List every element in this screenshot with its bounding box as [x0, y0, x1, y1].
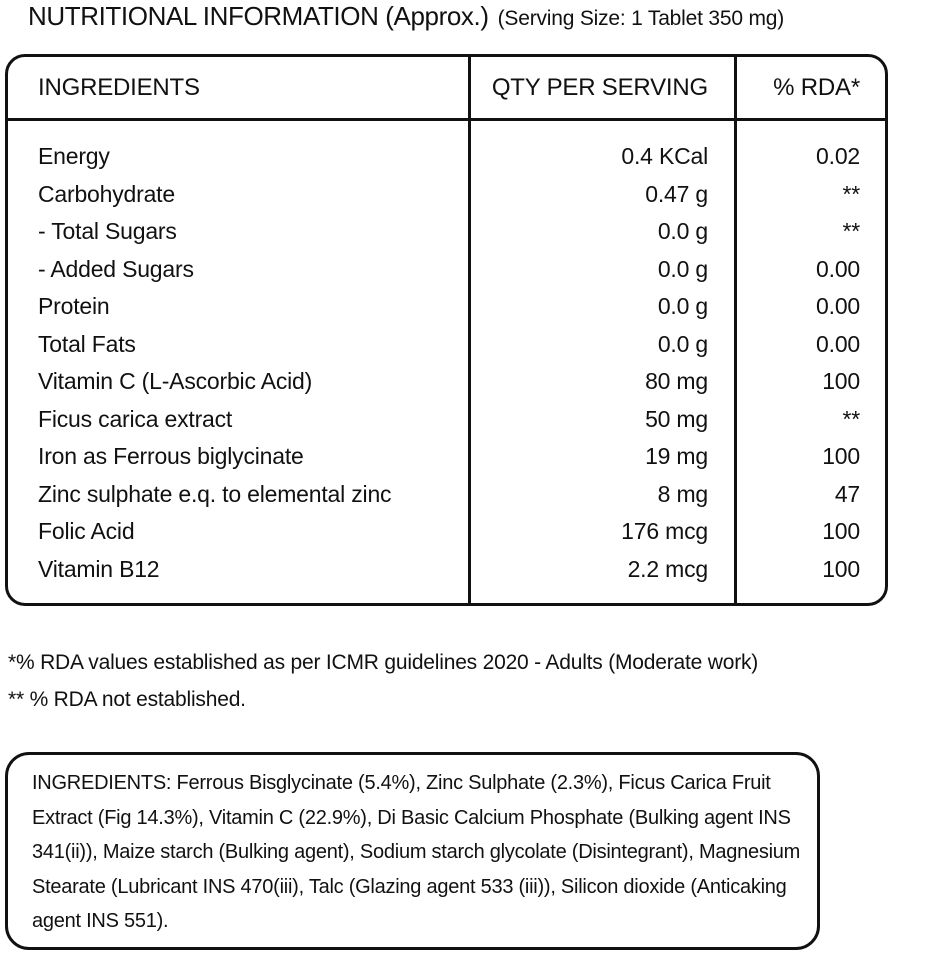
table-body — [8, 118, 885, 588]
table-row — [8, 551, 885, 589]
col-header-rda: % RDA* — [773, 73, 860, 101]
table-row — [8, 213, 885, 251]
qty-value: 0.0 g — [657, 255, 708, 282]
header-separator — [8, 118, 885, 121]
table-row — [8, 138, 885, 176]
ingredient-name: - Total Sugars — [38, 218, 177, 245]
column-divider — [468, 57, 471, 603]
table-row — [8, 401, 885, 439]
rda-value: ** — [842, 405, 860, 432]
ingredient-name: Carbohydrate — [38, 180, 175, 207]
nutrition-table — [5, 54, 888, 606]
col-header-ingredients: INGREDIENTS — [38, 73, 200, 101]
table-row — [8, 326, 885, 364]
qty-value: 0.47 g — [645, 180, 708, 207]
ingredient-name: Energy — [38, 143, 110, 170]
table-row — [8, 363, 885, 401]
table-row — [8, 438, 885, 476]
rda-value: ** — [842, 218, 860, 245]
title-main: NUTRITIONAL INFORMATION (Approx.) — [28, 1, 489, 31]
rda-value: 100 — [822, 368, 860, 395]
rda-value: 0.00 — [816, 293, 860, 320]
footnotes — [8, 644, 758, 718]
rda-value: 100 — [822, 555, 860, 582]
qty-value: 8 mg — [657, 480, 708, 507]
ingredient-name: Ficus carica extract — [38, 405, 233, 432]
ingredient-name: Iron as Ferrous biglycinate — [38, 443, 304, 470]
ingredients-text: INGREDIENTS: Ferrous Bisglycinate (5.4%), Zinc Sulphate (2.3%), Ficus Carica Fruit Extract (Fig 14.3%), Vitamin C (22.9%), Di Basic Calcium Phosphate (Bulking agent INS 341(ii)), Maize starch (Bulking agent), Sodium starch glycolate (Disintegrant), Magnesium Stearate (Lubricant INS 470(iii), Talc (Glazing agent 533 (iii)), Silicon dioxide (Anticaking agent INS 551). — [32, 772, 801, 932]
rda-value: 0.00 — [816, 330, 860, 357]
ingredient-name: Folic Acid — [38, 518, 135, 545]
ingredient-name: Total Fats — [38, 330, 136, 357]
qty-value: 0.0 g — [657, 293, 708, 320]
footnote-rda-established: *% RDA values established as per ICMR guidelines 2020 - Adults (Moderate work) — [8, 651, 759, 674]
ingredient-name: Vitamin B12 — [38, 555, 160, 582]
rda-value: 100 — [822, 518, 860, 545]
table-header-row — [8, 57, 885, 118]
rda-value: 100 — [822, 443, 860, 470]
ingredient-name: - Added Sugars — [38, 255, 194, 282]
serving-size-label: (Serving Size: 1 Tablet 350 mg) — [497, 7, 785, 30]
qty-value: 0.0 g — [657, 218, 708, 245]
qty-value: 50 mg — [645, 405, 708, 432]
page-title — [28, 1, 784, 32]
table-row — [8, 251, 885, 289]
qty-value: 19 mg — [645, 443, 708, 470]
rda-value: ** — [842, 180, 860, 207]
rda-value: 0.00 — [816, 255, 860, 282]
table-row — [8, 288, 885, 326]
col-header-qty: QTY PER SERVING — [491, 73, 708, 101]
qty-value: 0.0 g — [657, 330, 708, 357]
rda-value: 0.02 — [816, 143, 860, 170]
column-divider — [734, 57, 737, 603]
footnote-rda-not-established: ** % RDA not established. — [8, 688, 246, 711]
ingredient-name: Vitamin C (L-Ascorbic Acid) — [38, 368, 313, 395]
table-row — [8, 513, 885, 551]
qty-value: 2.2 mcg — [627, 555, 708, 582]
ingredient-name: Protein — [38, 293, 110, 320]
qty-value: 0.4 KCal — [621, 143, 708, 170]
qty-value: 80 mg — [645, 368, 708, 395]
table-row — [8, 176, 885, 214]
qty-value: 176 mcg — [621, 518, 708, 545]
table-row — [8, 476, 885, 514]
ingredient-name: Zinc sulphate e.q. to elemental zinc — [38, 480, 392, 507]
ingredients-box — [5, 752, 820, 950]
rda-value: 47 — [834, 480, 860, 507]
